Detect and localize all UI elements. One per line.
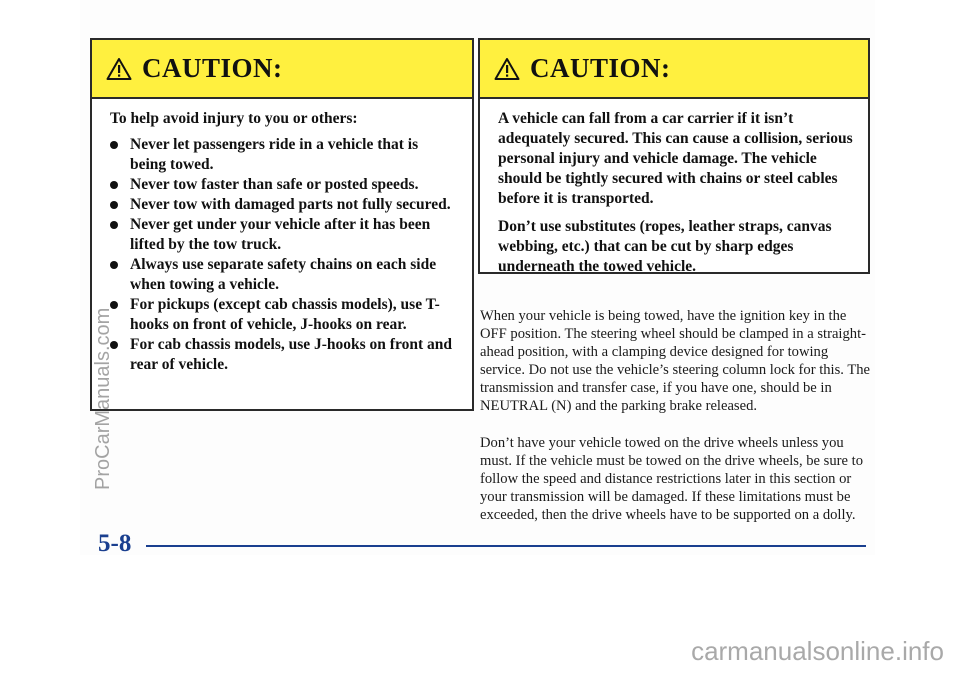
- bullet-icon: [110, 221, 118, 229]
- caution-title: CAUTION:: [142, 53, 283, 83]
- caution-title: CAUTION:: [530, 53, 671, 83]
- caution-box-left: [90, 38, 474, 411]
- bullet-text: For cab chassis models, use J-hooks on front and rear of vehicle.: [130, 336, 452, 373]
- footer-rule: [146, 545, 866, 547]
- bullet-text: Never tow faster than safe or posted speeds.: [130, 176, 419, 193]
- caution-paragraph: Don’t use substitutes (ropes, leather straps, canvas webbing, etc.) that can be cut by sharp edges underneath the towed vehicle.: [498, 218, 832, 275]
- bullet-icon: [110, 201, 118, 209]
- bullet-text: Never get under your vehicle after it has been lifted by the tow truck.: [130, 216, 431, 253]
- bullet-item: [110, 255, 458, 295]
- caution-body: [480, 99, 868, 277]
- bullet-item: [110, 215, 458, 255]
- bullet-item: [110, 175, 458, 195]
- caution-bullet-list: [110, 135, 458, 375]
- warning-triangle-icon: [494, 57, 520, 81]
- bullet-item: [110, 295, 458, 335]
- bullet-icon: [110, 141, 118, 149]
- caution-header: [92, 40, 472, 99]
- bullet-item: [110, 335, 458, 375]
- body-paragraph: Don’t have your vehicle towed on the drive wheels unless you must. If the vehicle must be towed on the drive wheels, be sure to follow the speed and distance restrictions later in this section or your transmission will be damaged. If these limitations must be exceeded, then the drive wheels have to be supported on a dolly.: [480, 434, 863, 523]
- bullet-item: [110, 195, 458, 215]
- bullet-icon: [110, 261, 118, 269]
- caution-intro: To help avoid injury to you or others:: [110, 110, 358, 127]
- bottom-watermark: carmanualsonline.info: [691, 636, 944, 666]
- caution-paragraph: A vehicle can fall from a car carrier if it isn’t adequately secured. This can cause a collision, serious personal injury and vehicle damage. The vehicle should be tightly secured with chains or steel cables before it is transported.: [498, 110, 853, 207]
- warning-triangle-icon: [106, 57, 132, 81]
- bullet-text: Never tow with damaged parts not fully secured.: [130, 196, 451, 213]
- body-paragraph: When your vehicle is being towed, have the ignition key in the OFF position. The steering wheel should be clamped in a straight-ahead position, with a clamping device designed for towing service. Do not use the vehicle’s steering column lock for this. The transmission and transfer case, if you have one, should be in NEUTRAL (N) and the parking brake released.: [480, 307, 871, 414]
- page-number: 5-8: [98, 530, 132, 557]
- side-watermark: ProCarManuals.com: [92, 307, 114, 490]
- bullet-text: For pickups (except cab chassis models), use T-hooks on front of vehicle, J-hooks on rear.: [130, 296, 440, 333]
- bullet-text: Never let passengers ride in a vehicle that is being towed.: [130, 136, 419, 173]
- caution-header: [480, 40, 868, 99]
- bullet-item: [110, 135, 458, 175]
- caution-body: [92, 99, 472, 375]
- bullet-icon: [110, 181, 118, 189]
- caution-box-right: [478, 38, 870, 274]
- bullet-text: Always use separate safety chains on each side when towing a vehicle.: [130, 256, 437, 293]
